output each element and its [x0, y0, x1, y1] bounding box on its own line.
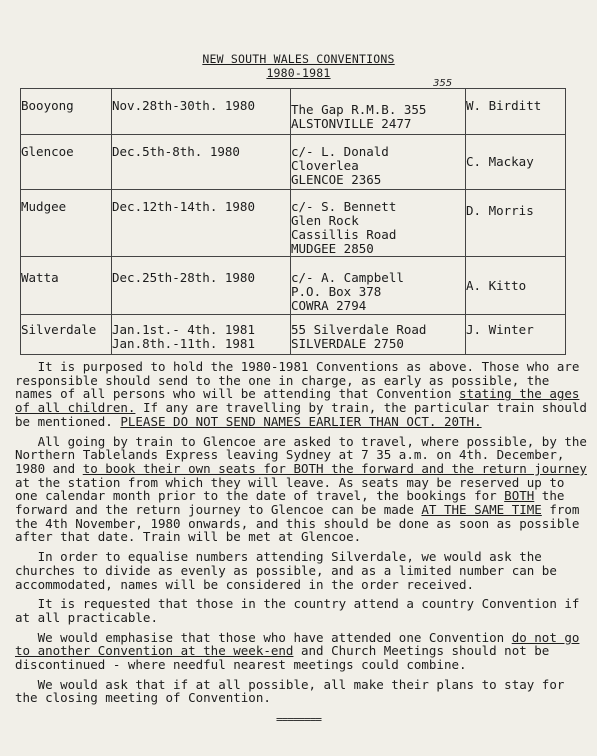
- closing-rule: ========: [276, 713, 321, 726]
- dates-cell: Dec.5th-8th. 1980: [112, 135, 291, 190]
- contact-cell: D. Morris: [466, 190, 566, 257]
- table-row: [21, 315, 566, 355]
- body-text: [15, 360, 587, 711]
- paragraph-train-glencoe: All going by train to Glencoe are asked to travel, where possible, by the Northern Tablelands Express leaving Sydney at 7 35 a.m. on 4th. December, 1980 and to book their own seats for BOTH the forward and the return journey at the station from which they will leave. As seats may be reserved up to one calendar month prior to the date of travel, the bookings for BOTH the forward and the return journey to Glencoe can be made AT THE SAME TIME from the 4th November, 1980 onwards, and this should be done as soon as possible after that date. Train will be met at Glencoe.: [15, 433, 587, 545]
- table-row: [21, 89, 566, 135]
- document-title: NEW SOUTH WALES CONVENTIONS: [202, 52, 395, 66]
- dates-cell: Jan.1st.- 4th. 1981 Jan.8th.-11th. 1981: [112, 315, 291, 355]
- dates-cell: Dec.12th-14th. 1980: [112, 190, 291, 257]
- address-cell: c/- L. Donald Cloverlea GLENCOE 2365: [291, 135, 466, 190]
- address-cell: 55 Silverdale Road SILVERDALE 2750: [291, 315, 466, 355]
- conventions-table: [20, 78, 566, 355]
- contact-cell: J. Winter: [466, 315, 566, 355]
- table-row: [21, 190, 566, 257]
- paragraph-country: It is requested that those in the country attend a country Convention if at all practicable.: [15, 596, 580, 625]
- dates-cell: Dec.25th-28th. 1980: [112, 257, 291, 315]
- address-cell: c/- S. Bennett Glen Rock Cassillis Road MUDGEE 2850: [291, 190, 466, 257]
- paragraph-silverdale: In order to equalise numbers attending Silverdale, we would ask the churches to divide as evenly as possible, and as a limited number can be accommodated, names will be considered in the order received.: [15, 549, 557, 592]
- address-cell: 355 The Gap R.M.B. 355 ALSTONVILLE 2477: [291, 89, 466, 135]
- contact-cell: W. Birditt: [466, 89, 566, 135]
- table-row: [21, 257, 566, 315]
- place-cell: Booyong: [21, 89, 112, 135]
- dates-cell: Nov.28th-30th. 1980: [112, 89, 291, 135]
- place-cell: Silverdale: [21, 315, 112, 355]
- paragraph-closing: We would ask that if at all possible, all make their plans to stay for the closing meeting of Convention.: [15, 676, 565, 706]
- paragraph-emphasis: We would emphasise that those who have attended one Convention do not go to another Convention at the week-end and Church Meetings should not be discontinued - where needful nearest meetings could combine.: [15, 629, 580, 673]
- place-cell: Mudgee: [21, 190, 112, 257]
- address-cell: c/- A. Campbell P.O. Box 378 COWRA 2794: [291, 257, 466, 315]
- document-subtitle: 1980-1981: [266, 66, 331, 80]
- contact-cell: C. Mackay: [466, 135, 566, 190]
- paragraph-names-request: It is purposed to hold the 1980-1981 Conventions as above. Those who are responsible should send to the one in charge, as early as possible, the names of all persons who will be attending that Convention stating the ages of all children. If any are travelling by train, the particular train should be mentioned. PLEASE DO NOT SEND NAMES EARLIER THAN OCT. 20TH.: [15, 359, 587, 429]
- handwritten-note: 355: [433, 78, 453, 89]
- contact-cell: A. Kitto: [466, 257, 566, 315]
- place-cell: Glencoe: [21, 135, 112, 190]
- table-row: [21, 135, 566, 190]
- place-cell: Watta: [21, 257, 112, 315]
